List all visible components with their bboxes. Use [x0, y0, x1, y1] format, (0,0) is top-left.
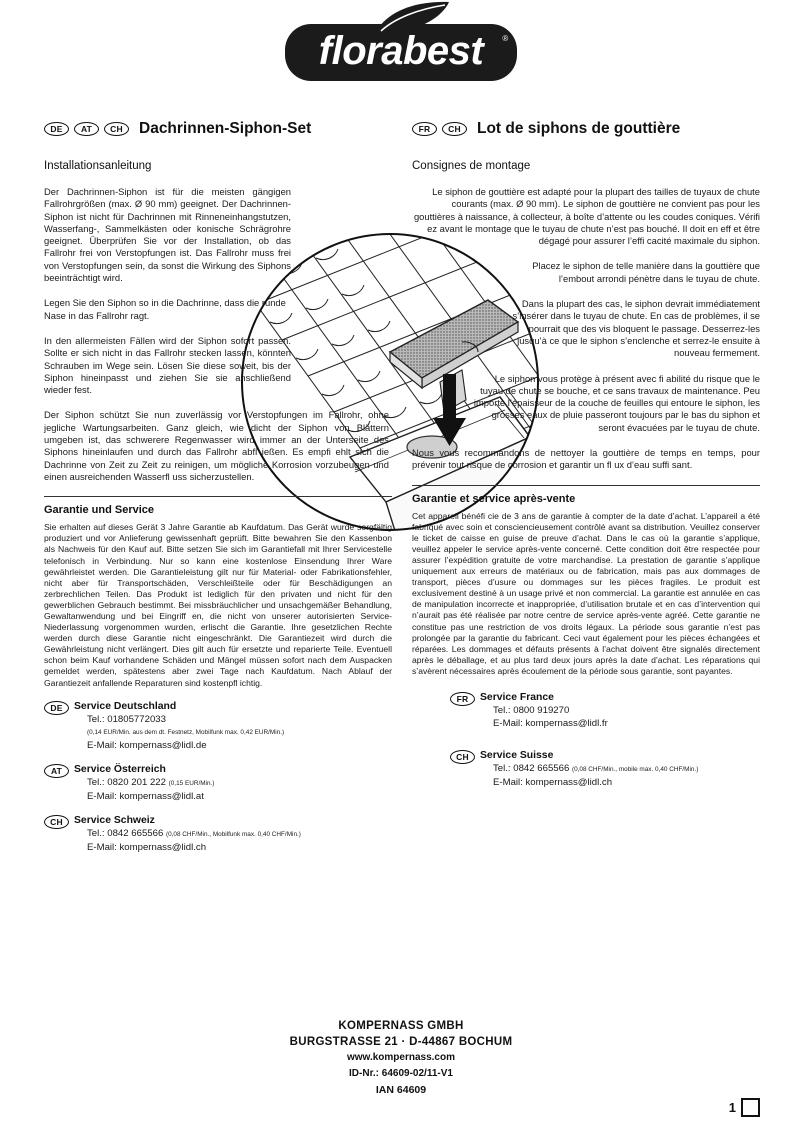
service-tel-de: Tel.: 01805772033	[87, 713, 166, 725]
flag-badge-de-service: DE	[44, 701, 69, 715]
service-email-at[interactable]: E-Mail: kompernass@lidl.at	[87, 790, 204, 802]
service-tel-ch-number: Tel.: 0842 665566	[87, 827, 164, 839]
left-column-german	[44, 120, 392, 854]
service-block-suisse	[450, 749, 760, 789]
footer-company: KOMPERNASS GMBH	[338, 1020, 464, 1032]
warranty-title-german: Garantie und Service	[44, 504, 155, 517]
service-email-suisse[interactable]: E-Mail: kompernass@lidl.ch	[493, 777, 613, 789]
warranty-divider-german	[44, 496, 392, 497]
right-header	[412, 120, 760, 138]
service-tel-fr: Tel.: 0800 919270	[493, 705, 570, 717]
service-tel-suisse-number: Tel.: 0842 665566	[493, 763, 570, 775]
service-block-de	[44, 700, 392, 752]
logo-pill	[285, 24, 517, 81]
service-block-at	[44, 763, 392, 803]
paragraph-fr-5: Nous vous recommandons de nettoyer la gouttière de temps en temps, pour prévenir tout risque de corrosion et garantir un fl ux d’eau suffi sant.	[412, 447, 760, 471]
paragraph-de-2: Legen Sie den Siphon so in die Dachrinne, dass die runde Nase in das Fallrohr ragt.	[44, 297, 286, 321]
paragraph-fr-3: Dans la plupart des cas, le siphon devrait immédiatement s’insérer dans le tuyau de chute. En cas de problèmes, il se pourrait que des vis bloquent le passage. Desserrez-les jusqu’à ce que le siphon s’enclenche et serrez-le ensuite à nouveau fermement.	[512, 298, 760, 359]
footer-address: BURGSTRASSE 21 · D-44867 BOCHUM	[289, 1036, 513, 1048]
warranty-title-french: Garantie et service après-vente	[412, 492, 576, 505]
service-block-fr	[450, 691, 760, 730]
service-name-de: Service Deutschland	[74, 700, 177, 712]
service-list-french	[412, 691, 760, 789]
footer-ian: IAN 64609	[375, 1084, 427, 1096]
flag-badge-at: AT	[74, 122, 99, 136]
left-header	[44, 120, 392, 138]
service-tel-ch	[74, 827, 392, 841]
page-marker-box-icon	[741, 1098, 760, 1117]
brand-logo	[0, 24, 802, 81]
service-name-fr: Service France	[480, 692, 554, 704]
section-subtitle-german: Installationsanleitung	[44, 160, 152, 172]
flag-badge-fr: FR	[412, 122, 437, 136]
flag-badge-fr-service: FR	[450, 692, 475, 706]
paragraph-de-4: Der Siphon schützt Sie nun zuverlässig vor Verstopfungen im Fallrohr, ohne jegliche Wartungsarbeiten. Ganz gleich, wie dicht der Siphon von Blättern umgeben ist, das schwerere Regenwasser wird immer an der Unterseite des Siphons hineinlaufen und durch das Fallrohr abfl ießen. Es empfi ehlt sich die Dachrinne von Zeit zu Zeit zu reinigen, um mögliche Korrosion vorzubeugen und einen ausreichenden Wasserfl uss sicherzustellen.	[44, 409, 389, 482]
paragraph-de-3: In den allermeisten Fällen wird der Siphon sofort passen. Sollte er sich nicht in das Fallrohr stecken lassen, könnten Schrauben im Wege sein. Lösen Sie diese soweit, bis der Siphon hineinpasst und ziehen Sie sie anschließend wieder fest.	[44, 334, 291, 396]
service-name-suisse: Service Suisse	[480, 750, 554, 762]
warranty-text-german: Sie erhalten auf dieses Gerät 3 Jahre Garantie ab Kaufdatum. Das Gerät wurde sorgfältig produziert und vor Anlieferung gewissenhaft geprüft. Bitte bewahren Sie den Kassenbon als Nachweis für den Kauf auf. Bitte setzen Sie sich im Garantiefall mit Ihrer Servicestelle telefonisch in Verbindung. Nur so kann eine kostenlose Einsendung Ihrer Ware gewährleistet werden. Die Garantieleistung gilt nur für Material- oder Fabrikationsfehler, nicht aber für Transportschäden, Verschleißteile oder für Beschädigungen an zerbrechlichen Teilen. Das Produkt ist lediglich für den privaten und nicht für den gewerblichen Gebrauch bestimmt. Bei missbräuchlicher und unsachgemäßer Behandlung, Gewaltanwendung und bei Eingriff en, die nicht von unserer autorisierten Service-Niederlassung vorgenommen wurden, erlischt die Garantie. Ihre gesetzlichen Rechte werden durch diese Garantie nicht eingeschränkt. Die Garantiezeit wird durch die Gewährleistung nicht verlängert. Dies gilt auch für ersetzte und reparierte Teile. Eventuell schon beim Kauf vorhandene Schäden und Mängel müssen sofort nach dem Auspacken gemeldet werden, spätestens aber zwei Tage nach Kaufdatum. Nach Ablauf der Garantiezeit anfallende Reparaturen sind kostenpfl ichtig.	[44, 522, 392, 688]
logo-wordmark: florabest	[318, 29, 484, 73]
service-tel-note-suisse: (0,08 CHF/Min., mobile max. 0,40 CHF/Min.)	[571, 766, 699, 774]
page-number-block	[729, 1098, 760, 1117]
service-name-at: Service Österreich	[74, 763, 166, 775]
page-title-french: Lot de siphons de gouttière	[477, 120, 681, 137]
service-tel-at-number: Tel.: 0820 201 222	[87, 776, 166, 788]
flag-badge-ch-head: CH	[442, 122, 467, 136]
paragraph-fr-4: Le siphon vous protège à présent avec fi abilité du risque que le tuyau de chute se bouche, et ce sans travaux de maintenance. Peu importe l’épaisseur de la couche de feuilles qui entoure le siphon, les grosses eaux de pluie passeront toujours par le bas du siphon et seront évacuées par le tuyau de chute.	[473, 372, 760, 433]
footer	[0, 1018, 802, 1098]
service-name-ch: Service Schweiz	[74, 814, 155, 826]
footer-id-number: ID-Nr.: 64609-02/11-V1	[349, 1068, 453, 1079]
right-column-french	[412, 120, 760, 789]
paragraph-fr-1: Le siphon de gouttière est adapté pour la plupart des tailles de tuyaux de chute courants (max. Ø 90 mm). Le siphon de gouttière ne convient pas pour les gouttières à naissance, à collecteur, à boîte d’attente ou les coudes coniques. Vérifi ez avant le montage que le tuyau de chute n’est pas bouché. Il doit en eff et être dégagé pour assurer l’effi cacité maximale du siphon.	[413, 186, 760, 247]
paragraph-fr-2: Placez le siphon de telle manière dans la gouttière que l’embout arrondi pénètre dans le tuyau de chute.	[532, 260, 760, 284]
service-tel-suisse	[480, 762, 760, 776]
page-title-german: Dachrinnen-Siphon-Set	[139, 120, 312, 137]
flag-badge-ch: CH	[104, 122, 129, 136]
warranty-section-german	[44, 496, 392, 688]
warranty-section-french	[412, 485, 760, 677]
footer-website[interactable]: www.kompernass.com	[347, 1052, 455, 1063]
service-tel-note-ch: (0,08 CHF/Min., Mobilfunk max. 0,40 CHF/Min.)	[165, 830, 301, 838]
service-email-fr[interactable]: E-Mail: kompernass@lidl.fr	[493, 718, 608, 730]
flag-badge-at-service: AT	[44, 764, 69, 778]
service-tel-note-de: (0,14 EUR/Min. aus dem dt. Festnetz, Mobilfunk max. 0,42 EUR/Min.)	[87, 728, 285, 736]
service-tel-at	[74, 776, 392, 790]
service-email-de[interactable]: E-Mail: kompernass@lidl.de	[87, 739, 207, 751]
paragraph-de-1: Der Dachrinnen-Siphon ist für die meisten gängigen Fallrohrgrößen (max. Ø 90 mm) geeignet. Der Dachrinnen-Siphon ist nicht für Dachrinnen mit Rinneneinhangstutzen, Wasserfang-, Sammelkästen oder konische Schrägrohre geeignet. Überprüfen Sie vor der Installation, ob das Fallrohr frei von Verstopfungen ist. Das Fallrohr muss frei von Verstopfungen sein, da sonst die Wirkung des Siphons beeinträchtigt wird.	[44, 186, 291, 284]
service-email-ch[interactable]: E-Mail: kompernass@lidl.ch	[87, 841, 207, 853]
service-tel-note-at: (0,15 EUR/Min.)	[168, 779, 215, 787]
service-block-ch	[44, 814, 392, 854]
registered-mark-icon: ®	[502, 34, 509, 43]
warranty-divider-french	[412, 485, 760, 486]
warranty-text-french: Cet appareil bénéfi cie de 3 ans de garantie à compter de la date d’achat. L’appareil a été fabriqué avec soin et consciencieusement contrôlé avant sa distribution. Veuillez conserver le ticket de caisse en guise de preuve d’achat. Dans le cas où la garantie s’applique, veuillez appeler le service après-vente concerné. Cette condition doit être respectée pour assurer l’expédition gratuite de votre marchandise. La prestation de garantie s’applique uniquement aux erreurs de matériaux ou de fabrication, mais pas aux dommages de transport, pièces d’usure ou dommages sur les pièces fragiles. Le produit est exclusivement destiné à un usage privé et non commercial. La garantie est annulée en cas de manipulation incorrecte et inappropriée, d’utilisation brutale et en cas d’intervention qui n’aurait pas été réalisée par notre centre de service après-vente agréé. Cette garantie ne constitue pas une restriction de vos droits légaux. La période sous garantie n’est pas prolongée par la garantie du fabricant. Ceci vaut également pour les pièces échangées et réparées. Les dommages et défauts présents à l’achat doivent être signalés directement après le déballage, et au plus tard deux jours après la date d’achat. Les réparations qui s’avèrent nécessaires après écoulement de la période sous garantie, sont payantes.	[412, 510, 760, 676]
service-list-german	[44, 700, 392, 854]
flag-badge-de: DE	[44, 122, 69, 136]
flag-badge-ch-service: CH	[44, 815, 69, 829]
page-number: 1	[728, 1100, 736, 1115]
leaf-icon	[373, 0, 453, 36]
section-subtitle-french: Consignes de montage	[412, 160, 531, 172]
flag-badge-ch-service-fr: CH	[450, 750, 475, 764]
